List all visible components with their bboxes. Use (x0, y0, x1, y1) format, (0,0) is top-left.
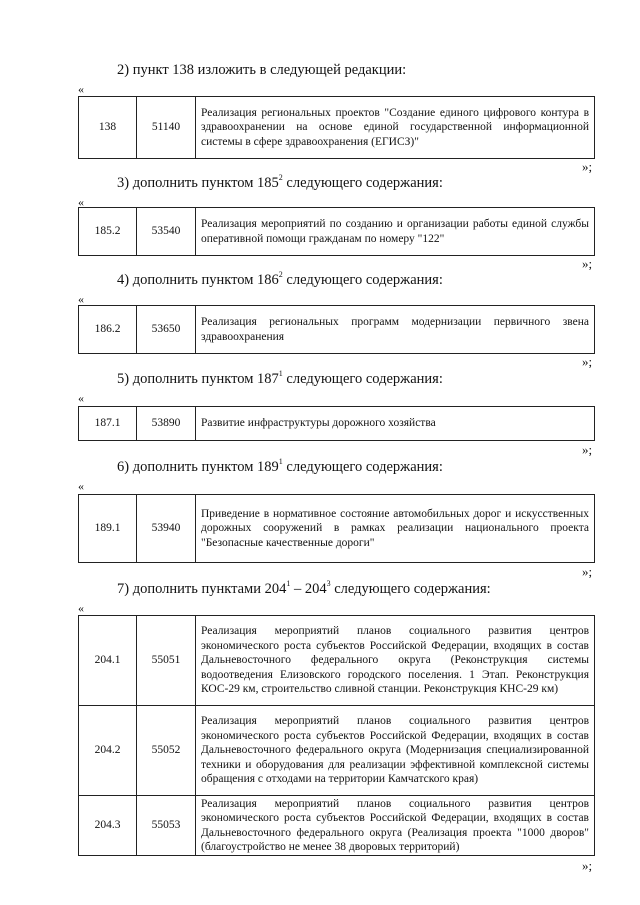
row-description: Приведение в нормативное состояние автомобильных дорог и искусственных дорожных сооружений в рамках реализации национального проекта "Безопасные качественные дороги" (196, 495, 595, 563)
row-number: 189.1 (79, 495, 137, 563)
open-quote: « (78, 292, 84, 306)
table-row (79, 97, 595, 159)
amendment-heading-187-1: 5) дополнить пунктом $187^1$ следующего содержания: (117, 369, 443, 387)
amendment-table-185-2 (78, 207, 595, 256)
row-code: 55051 (137, 616, 196, 706)
close-quote: »; (582, 354, 593, 369)
amendment-table-187-1 (78, 406, 595, 441)
close-quote: »; (582, 564, 593, 579)
row-description: Реализация мероприятий по созданию и организации работы единой службы оперативной помощи гражданам по номеру "122" (196, 208, 595, 256)
row-code: 55052 (137, 706, 196, 796)
row-description: Реализация мероприятий планов социального развития центров экономического роста субъектов Российской Федерации, входящих в состав Дальневосточного федерального округа (Реализация проекта "1000 дворов" (благоустройство не менее 38 дворовых территорий) (196, 796, 595, 856)
table-row (79, 208, 595, 256)
amendment-heading-189-1: 6) дополнить пунктом $189^1$ следующего содержания: (117, 457, 443, 475)
row-description: Реализация мероприятий планов социального развития центров экономического роста субъектов Российской Федерации, входящих в состав Дальневосточного федерального округа (Модернизация специализированной техники и оборудования для реализации эффективной комплексной системы обращения с отходами на территории Камчатского края) (196, 706, 595, 796)
amendment-heading-185-2: 3) дополнить пунктом $185^2$ следующего содержания: (117, 173, 443, 191)
open-quote: « (78, 479, 84, 493)
open-quote: « (78, 82, 84, 96)
close-quote: »; (582, 442, 593, 457)
close-quote: »; (582, 256, 593, 271)
table-row (79, 796, 595, 856)
row-number: 138 (79, 97, 137, 159)
row-number: 204.3 (79, 796, 137, 856)
row-code: 55053 (137, 796, 196, 856)
row-description: Развитие инфраструктуры дорожного хозяйства (196, 407, 595, 441)
amendment-heading-138: 2) пункт 138 изложить в следующей редакции: (117, 62, 407, 78)
row-description: Реализация региональных программ модернизации первичного звена здравоохранения (196, 306, 595, 354)
open-quote: « (78, 391, 84, 405)
table-row (79, 407, 595, 441)
amendment-heading-204: 7) дополнить пунктами $204^1 - 204^3$ следующего содержания: (117, 579, 491, 597)
table-row (79, 306, 595, 354)
open-quote: « (78, 195, 84, 209)
amendment-table-186-2 (78, 305, 595, 354)
row-number: 187.1 (79, 407, 137, 441)
row-code: 53650 (137, 306, 196, 354)
row-number: 185.2 (79, 208, 137, 256)
amendment-table-189-1 (78, 494, 595, 563)
amendment-table-138 (78, 96, 595, 159)
close-quote: »; (582, 858, 593, 873)
row-description: Реализация мероприятий планов социального развития центров экономического роста субъектов Российской Федерации, входящих в состав Дальневосточного федерального округа (Реконструкция системы водоотведения Елизовского городского поселения. 1 Этап. Реконструкция КОС-29 км, строительство сливной станции. Реконструкция КНС-29 км) (196, 616, 595, 706)
row-number: 186.2 (79, 306, 137, 354)
row-code: 53940 (137, 495, 196, 563)
row-number: 204.1 (79, 616, 137, 706)
amendment-table-204 (78, 615, 595, 856)
row-code: 53890 (137, 407, 196, 441)
row-number: 204.2 (79, 706, 137, 796)
row-code: 51140 (137, 97, 196, 159)
amendment-heading-186-2: 4) дополнить пунктом $186^2$ следующего содержания: (117, 270, 443, 288)
close-quote: »; (582, 159, 593, 174)
open-quote: « (78, 601, 84, 615)
table-row (79, 495, 595, 563)
row-description: Реализация региональных проектов "Создание единого цифрового контура в здравоохранении на основе единой государственной информационной системы в сфере здравоохранения (ЕГИСЗ)" (196, 97, 595, 159)
table-row (79, 616, 595, 706)
table-row (79, 706, 595, 796)
row-code: 53540 (137, 208, 196, 256)
